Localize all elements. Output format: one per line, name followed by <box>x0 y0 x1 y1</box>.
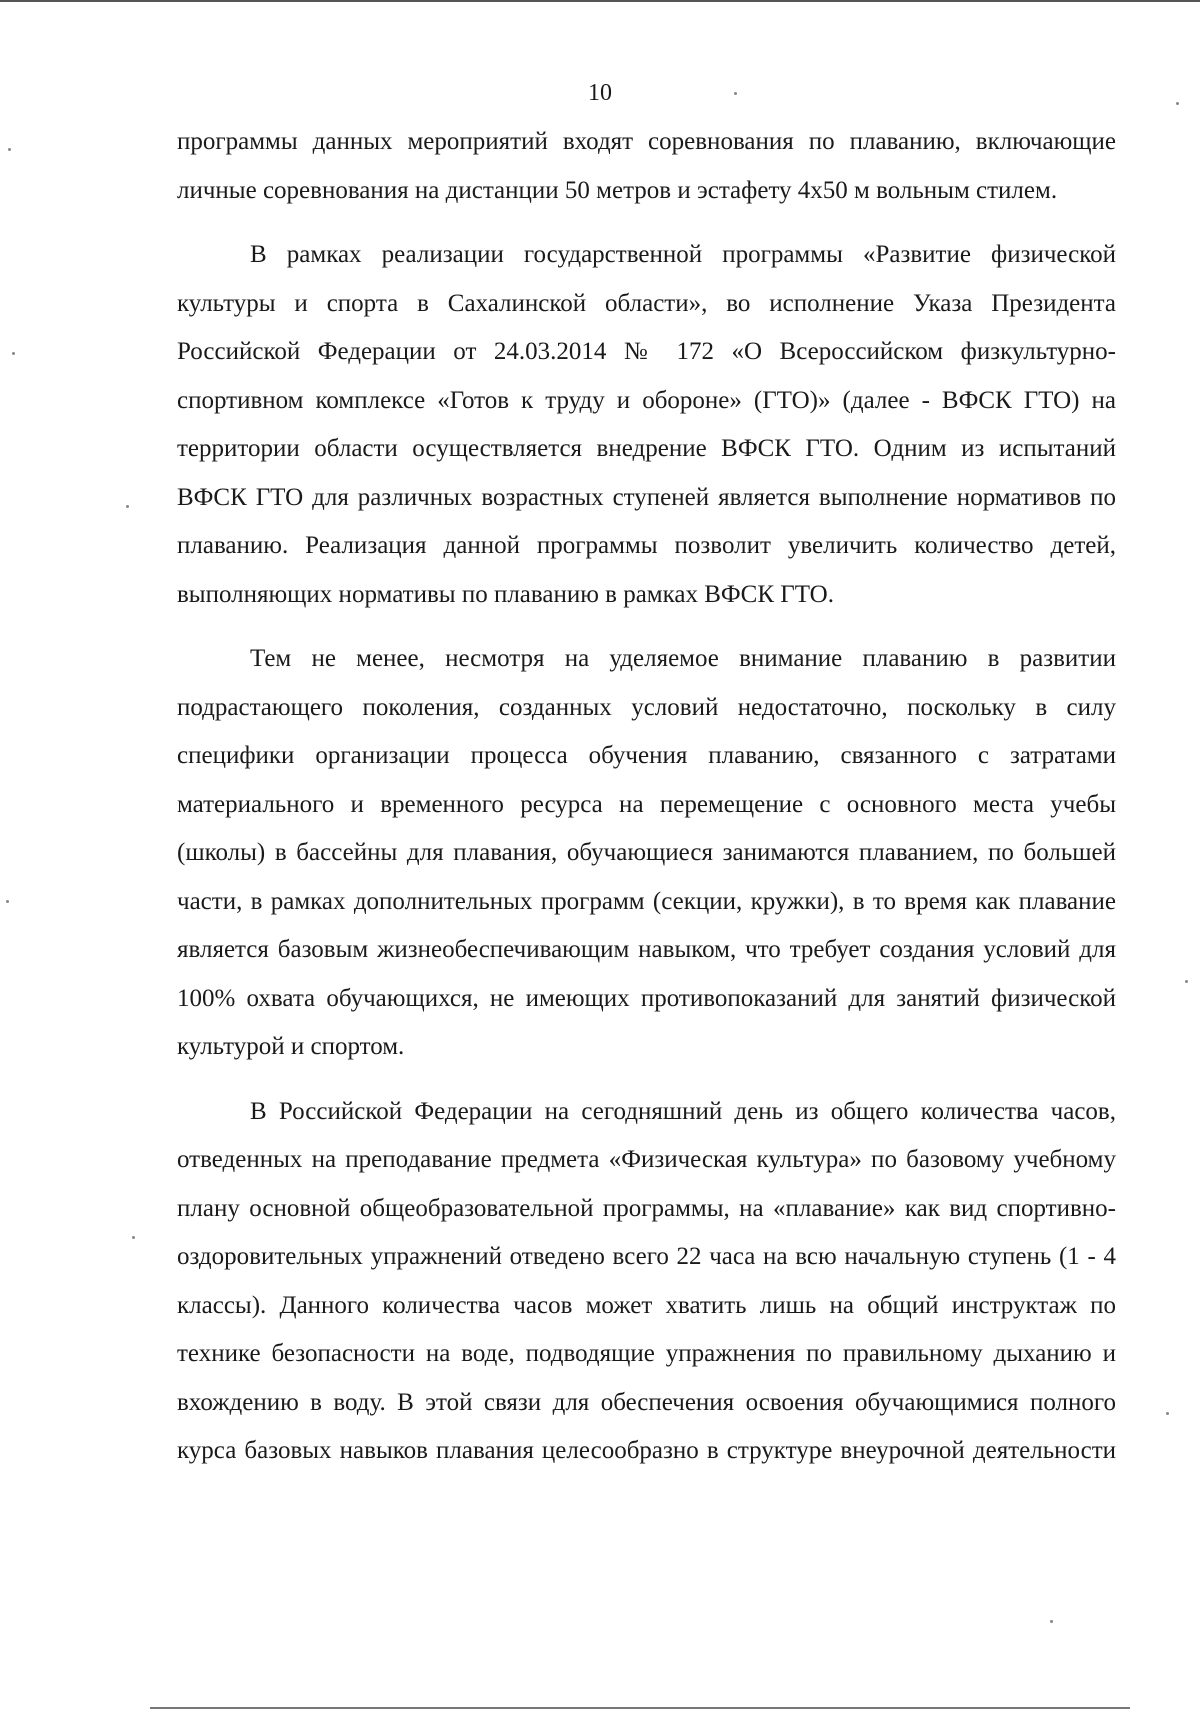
document-body <box>177 118 1116 1476</box>
page-number: 10 <box>588 80 612 106</box>
scan-speck <box>8 148 11 151</box>
top-edge-line <box>0 0 1200 2</box>
scan-speck <box>734 92 737 95</box>
scan-speck <box>1166 1412 1169 1415</box>
paragraph-2: В рамках реализации государственной программы «Развитие физической культуры и спорта в Сахалинской области», во исполнение Указа Президента Российской Федерации от 24.03.2014 № 172 «О Всероссийском физкультурно-спортивном комплексе «Готов к труду и обороне» (ГТО)» (далее - ВФСК ГТО) на территории области осуществляется внедрение ВФСК ГТО. Одним из испытаний ВФСК ГТО для различных возрастных ступеней является выполнение нормативов по плаванию. Реализация данной программы позволит увеличить количество детей, выполняющих нормативы по плаванию в рамках ВФСК ГТО. <box>177 241 1116 608</box>
paragraph-4: В Российской Федерации на сегодняшний день из общего количества часов, отведенных на преподавание предмета «Физическая культура» по базовому учебному плану основной общеобразовательной программы, на «плавание» как вид спортивно-оздоровительных упражнений отведено всего 22 часа на всю начальную ступень (1 - 4 классы). Данного количества часов может хватить лишь на общий инструктаж по технике безопасности на воде, подводящие упражнения по правильному дыханию и вхождению в воду. В этой связи для обеспечения освоения обучающимися полного курса базовых навыков плавания целесообразно в структуре внеурочной деятельности <box>177 1097 1116 1464</box>
scan-speck <box>6 900 9 903</box>
paragraph-3: Тем не менее, несмотря на уделяемое внимание плаванию в развитии подрастающего поколения, созданных условий недостаточно, поскольку в силу специфики организации процесса обучения плаванию, связанного с затратами материального и временного ресурса на перемещение с основного места учебы (школы) в бассейны для плавания, обучающиеся занимаются плаванием, по большей части, в рамках дополнительных программ (секции, кружки), в то время как плавание является базовым жизнеобеспечивающим навыком, что требует создания условий для 100% охвата обучающихся, не имеющих противопоказаний для занятий физической культурой и спортом. <box>177 645 1116 1060</box>
scan-speck <box>1176 102 1179 105</box>
scan-speck <box>1050 1620 1053 1623</box>
scan-speck <box>1185 980 1188 983</box>
scan-speck <box>12 352 15 355</box>
scan-speck <box>126 505 129 508</box>
paragraph-1: программы данных мероприятий входят соревнования по плаванию, включающие личные соревнования на дистанции 50 метров и эстафету 4x50 м вольным стилем. <box>177 128 1116 204</box>
scan-speck <box>132 1236 135 1239</box>
bottom-edge-line <box>150 1707 1130 1709</box>
